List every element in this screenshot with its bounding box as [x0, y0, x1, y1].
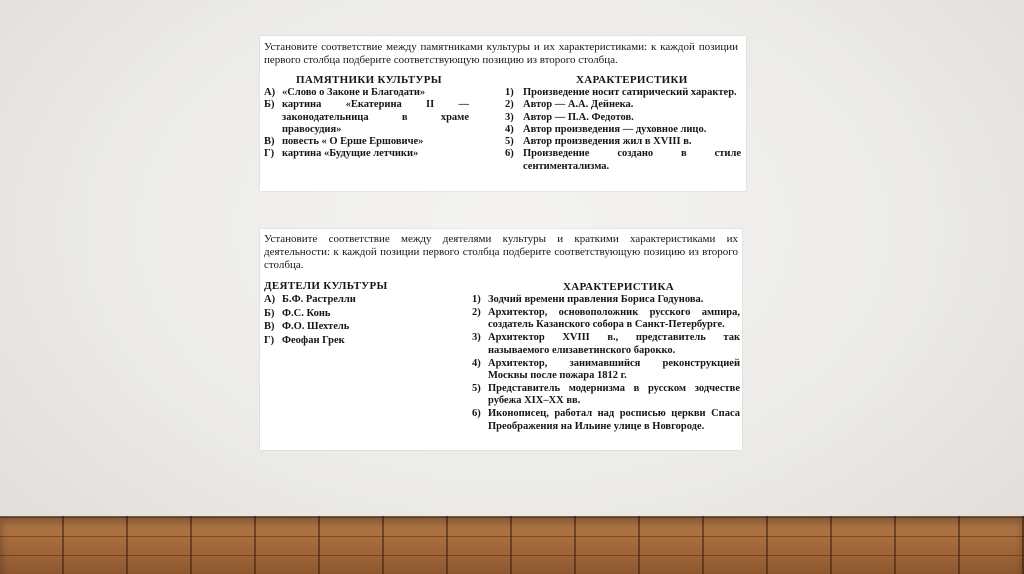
- task-card-culture-figures: [260, 229, 742, 450]
- list-item: [505, 136, 741, 148]
- list-item: [264, 307, 454, 321]
- list-item: [472, 408, 740, 433]
- list-item: [505, 99, 741, 111]
- task-instructions: Установите соответствие между памятниками культуры и их характеристиками: к каждой позиции первого столбца подберите соответствующую позицию из второго столбца.: [264, 41, 738, 66]
- monuments-list: [264, 87, 469, 161]
- list-item: [472, 383, 740, 408]
- item-text: Архитектор, занимавшийся реконструкцией Москвы после пожара 1812 г.: [488, 357, 740, 381]
- column-heading-monuments: ПАМЯТНИКИ КУЛЬТУРЫ: [296, 74, 442, 86]
- item-number: 3): [505, 111, 514, 123]
- item-number: 4): [472, 357, 481, 369]
- characteristic-list: [472, 294, 740, 433]
- list-item: [264, 99, 469, 136]
- list-item: [505, 112, 741, 124]
- item-text: Автор произведения — духовное лицо.: [523, 123, 707, 135]
- list-item: [264, 320, 454, 334]
- figures-list: [264, 293, 454, 347]
- task-card-culture-monuments: [260, 36, 746, 191]
- list-item: [505, 87, 741, 99]
- item-number: 5): [472, 382, 481, 394]
- item-letter: Г): [264, 334, 275, 346]
- item-text: Феофан Грек: [282, 334, 345, 346]
- list-item: [472, 332, 740, 357]
- item-letter: А): [264, 294, 276, 305]
- item-number: 5): [505, 136, 514, 148]
- item-text: Иконописец, работал над росписью церкви Спаса Преображения на Ильине улице в Новгороде.: [488, 408, 740, 432]
- item-text: Б.Ф. Растрелли: [282, 294, 356, 305]
- list-item: [472, 307, 740, 332]
- item-number: 1): [505, 87, 514, 98]
- item-letter: Г): [264, 148, 275, 160]
- item-number: 1): [472, 294, 481, 305]
- item-number: 4): [505, 123, 514, 135]
- item-letter: Б): [264, 307, 275, 319]
- list-item: [264, 136, 469, 148]
- item-number: 6): [472, 408, 481, 420]
- item-text: Произведение создано в стиле сентиментализма.: [523, 148, 741, 172]
- item-letter: В): [264, 321, 275, 332]
- item-text: Автор произведения жил в XVIII в.: [523, 136, 692, 148]
- task-instructions: Установите соответствие между деятелями культуры и краткими характеристиками их деятельности: к каждой позиции первого столбца подберите соответствующую позицию из второго столбца.: [264, 233, 738, 271]
- list-item: [472, 294, 740, 306]
- item-text: картина «Екатерина II — законодательница в храме правосудия»: [282, 99, 469, 135]
- list-item: [264, 148, 469, 160]
- item-text: Архитектор, основоположник русского ампира, создатель Казанского собора в Санкт-Петербурге.: [488, 306, 740, 331]
- list-item: [505, 148, 741, 173]
- list-item: [472, 358, 740, 383]
- item-text: Представитель модернизма в русском зодчестве рубежа XIX–XX вв.: [488, 382, 740, 407]
- item-text: Произведение носит сатирический характер.: [523, 87, 737, 98]
- item-number: 2): [472, 306, 481, 318]
- list-item: [505, 124, 741, 136]
- column-heading-characteristics: ХАРАКТЕРИСТИКИ: [576, 74, 688, 86]
- characteristics-list: [505, 87, 741, 173]
- item-text: «Слово о Законе и Благодати»: [282, 87, 426, 98]
- item-text: картина «Будущие летчики»: [282, 148, 419, 160]
- list-item: [264, 87, 469, 99]
- item-text: Автор — А.А. Дейнека.: [523, 99, 634, 111]
- item-text: Зодчий времени правления Бориса Годунова.: [488, 294, 704, 305]
- item-number: 6): [505, 148, 514, 160]
- item-text: Автор — П.А. Федотов.: [523, 111, 634, 123]
- list-item: [264, 293, 454, 307]
- item-letter: В): [264, 136, 275, 148]
- item-text: повесть « О Ерше Ершовиче»: [282, 136, 424, 148]
- item-text: Архитектор XVIII в., представитель так называемого елизаветинского барокко.: [488, 332, 740, 356]
- column-heading-characteristic: ХАРАКТЕРИСТИКА: [563, 281, 675, 293]
- item-letter: А): [264, 87, 276, 98]
- item-letter: Б): [264, 99, 275, 111]
- wooden-floor: [0, 516, 1024, 574]
- list-item: [264, 334, 454, 348]
- item-text: Ф.О. Шехтель: [282, 321, 350, 332]
- item-number: 3): [472, 332, 481, 344]
- column-heading-figures: ДЕЯТЕЛИ КУЛЬТУРЫ: [264, 280, 388, 292]
- item-number: 2): [505, 99, 514, 111]
- item-text: Ф.С. Конь: [282, 307, 331, 319]
